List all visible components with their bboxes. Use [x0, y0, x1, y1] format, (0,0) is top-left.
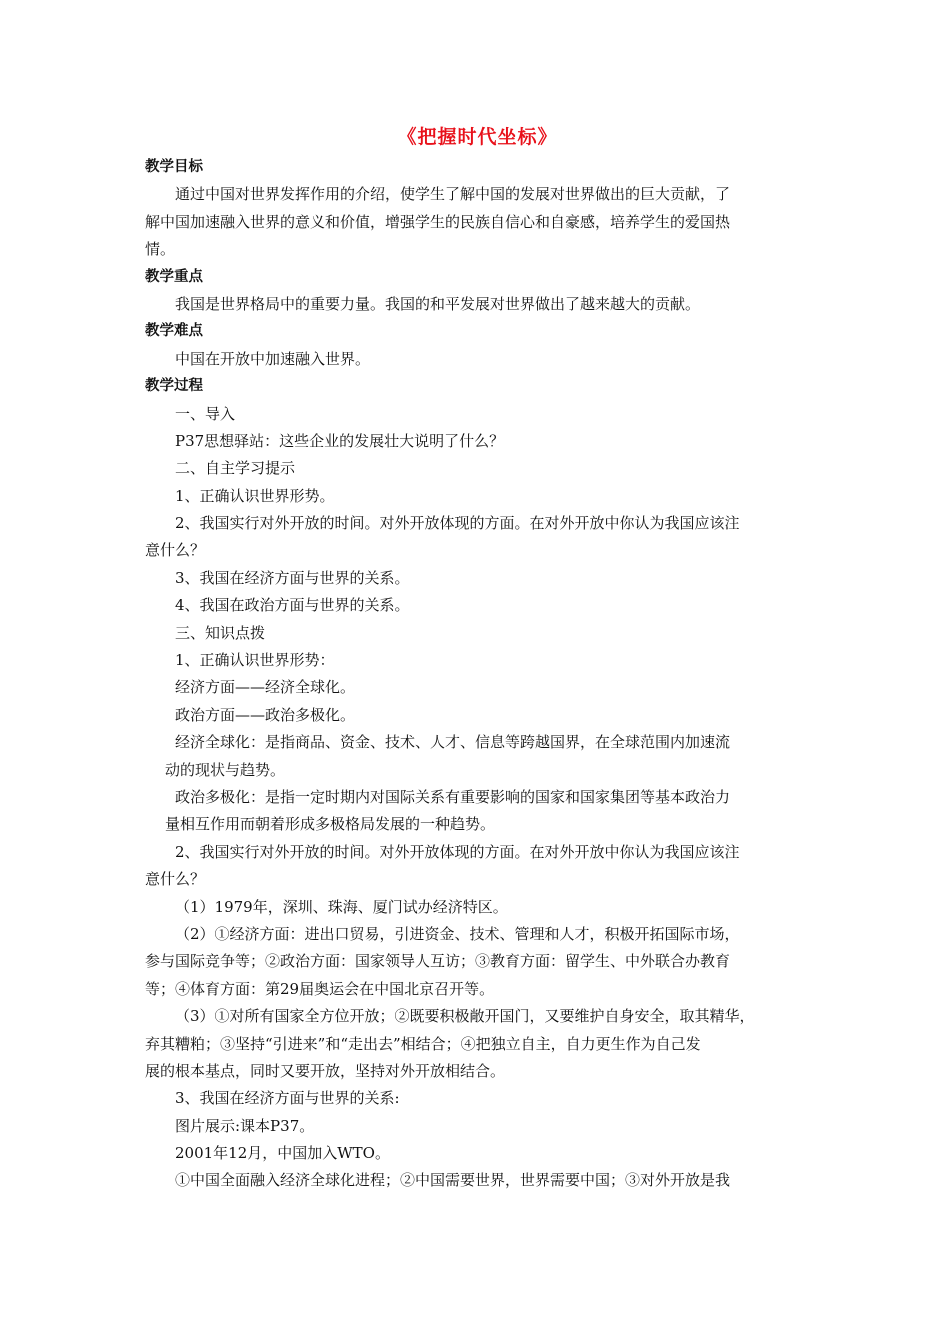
- text-line: （2）①经济方面：进出口贸易，引进资金、技术、管理和人才，积极开拓国际市场，: [175, 924, 740, 943]
- text-line: 政治方面——政治多极化。: [175, 705, 356, 724]
- document-title: 《把握时代坐标》: [397, 126, 558, 148]
- section-heading: 教学难点: [145, 323, 203, 340]
- text-line: P37思想驿站：这些企业的发展壮大说明了什么？: [175, 431, 505, 450]
- text-line: 政治多极化：是指一定时期内对国际关系有重要影响的国家和国家集团等基本政治力: [175, 787, 731, 806]
- text-line: 展的根本基点，同时又要开放，坚持对外开放相结合。: [145, 1061, 506, 1080]
- text-line: 解中国加速融入世界的意义和价值，增强学生的民族自信心和自豪感，培养学生的爱国热: [145, 212, 731, 231]
- text-line: 参与国际竞争等；②政治方面：国家领导人互访；③教育方面：留学生、中外联合办教育: [145, 952, 731, 971]
- text-line: 量相互作用而朝着形成多极格局发展的一种趋势。: [165, 815, 496, 834]
- text-line: 二、自主学习提示: [175, 459, 296, 478]
- text-line: 一、导入: [175, 404, 236, 423]
- text-line: （1）1979年，深圳、珠海、厦门试办经济特区。: [175, 897, 508, 916]
- text-line: 1、正确认识世界形势。: [175, 486, 335, 505]
- text-line: 4、我国在政治方面与世界的关系。: [175, 596, 410, 615]
- text-line: 动的现状与趋势。: [165, 760, 286, 779]
- text-line: 中国在开放中加速融入世界。: [175, 349, 371, 368]
- text-line: 3、我国在经济方面与世界的关系:: [175, 1089, 400, 1108]
- document-body: [145, 154, 810, 1195]
- text-line: （3）①对所有国家全方位开放；②既要积极敞开国门，又要维护自身安全，取其精华，: [175, 1007, 755, 1026]
- document-page: [145, 122, 810, 1195]
- section-heading: 教学重点: [145, 268, 203, 285]
- section-heading: 教学过程: [145, 378, 203, 395]
- text-line: 2、我国实行对外开放的时间。对外开放体现的方面。在对外开放中你认为我国应该注: [175, 842, 740, 861]
- text-line: 等；④体育方面：第29届奥运会在中国北京召开等。: [145, 979, 495, 998]
- text-line: ①中国全面融入经济全球化进程；②中国需要世界，世界需要中国；③对外开放是我: [175, 1171, 731, 1190]
- text-line: 3、我国在经济方面与世界的关系。: [175, 568, 410, 587]
- text-line: 经济方面——经济全球化。: [175, 678, 356, 697]
- text-line: 弃其糟粕；③坚持“引进来”和“走出去”相结合；④把独立自主，自力更生作为自己发: [145, 1034, 701, 1053]
- text-line: 图片展示:课本P37。: [175, 1116, 315, 1135]
- section-heading: 教学目标: [145, 159, 203, 175]
- text-line: 通过中国对世界发挥作用的介绍，使学生了解中国的发展对世界做出的巨大贡献，了: [175, 185, 731, 204]
- text-line: 意什么？: [145, 541, 206, 560]
- text-line: 1、正确认识世界形势：: [175, 651, 335, 670]
- text-line: 意什么？: [145, 870, 206, 889]
- text-line: 三、知识点拨: [175, 623, 266, 642]
- text-line: 经济全球化：是指商品、资金、技术、人才、信息等跨越国界，在全球范围内加速流: [175, 733, 731, 752]
- text-line: 2001年12月，中国加入WTO。: [175, 1144, 390, 1163]
- text-line: 2、我国实行对外开放的时间。对外开放体现的方面。在对外开放中你认为我国应该注: [175, 514, 740, 533]
- text-line: 情。: [145, 240, 176, 259]
- text-line: 我国是世界格局中的重要力量。我国的和平发展对世界做出了越来越大的贡献。: [175, 294, 701, 313]
